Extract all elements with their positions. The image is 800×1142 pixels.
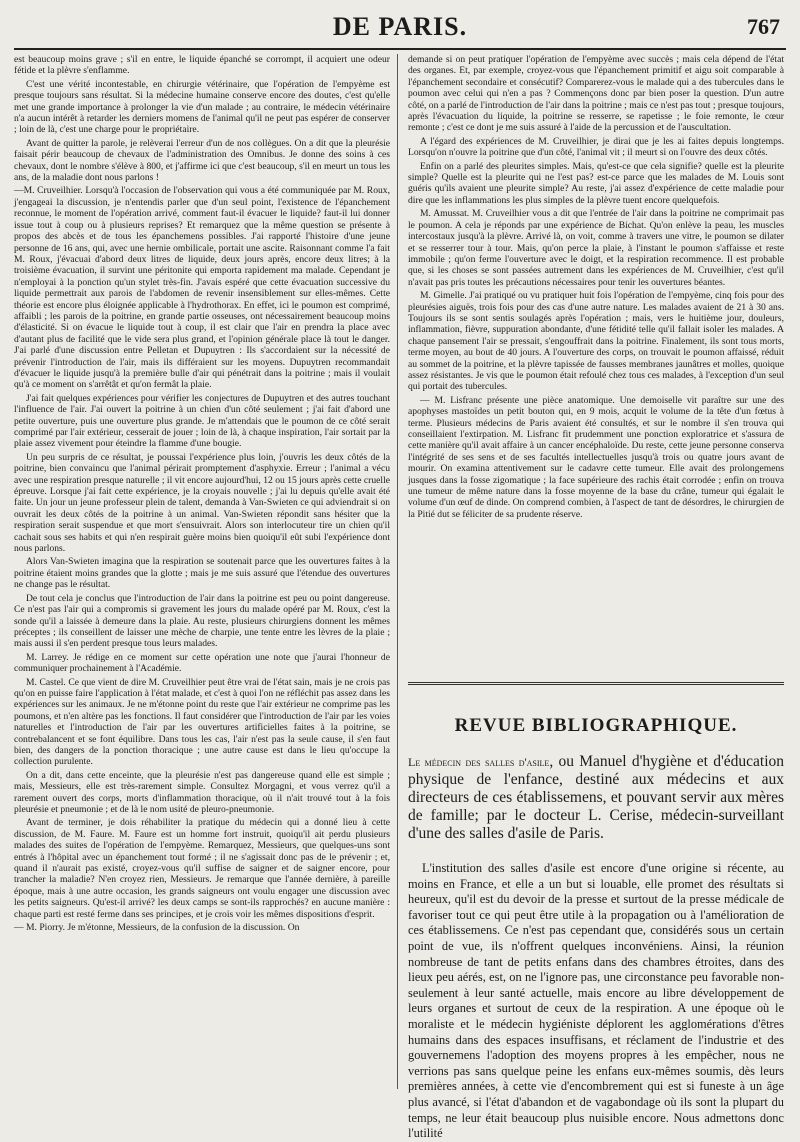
- article-paragraph: Avant de quitter la parole, je relèverai l'erreur d'un de nos collègues. On a dit que la pleurésie faisait périr beaucoup de chevaux de l'administration des Omnibus. Je donne des soins à ces chevaux, dont le nombre s'élève à 800, et j'affirme ici que c'est beaucoup, s'il en meurt un tous les ans, de la maladie dont nous parlons !: [14, 137, 390, 184]
- review-body: [408, 861, 784, 1142]
- book-title: [408, 753, 784, 843]
- book-title-smallcaps: Le médecin des salles d'asile: [408, 755, 550, 769]
- article-paragraph: De tout cela je conclus que l'introduction de l'air dans la poitrine est peu ou point dangereuse. Ce n'est pas l'air qui a compromis si gravement les jours du malade opéré par M. Roux, c'est la sonde qu'il a laissée à demeure dans la plaie. Au reste, plusieurs chirurgiens donnent les mêmes préceptes ; ils conseillent de laisser une mèche de charpie, une tente entre les lèvres de la plaie ; mais aussi il s'en perdent presque tous leurs malades.: [14, 592, 390, 650]
- article-paragraph: Un peu surpris de ce résultat, je poussai l'expérience plus loin, j'ouvris les deux côtés de la poitrine, bien convaincu que l'animal périrait promptement d'asphyxie. Erreur ; l'animal a vécu avec une respiration presque naturelle ; il vit encore aujourd'hui, 12 ou 15 jours après cette cruelle épreuve. Lorsque j'ai fait cette expérience, je la croyais nouvelle ; j'ai lu depuis qu'elle avait été faite. Un jour un jeune professeur plein de talent, demanda à Van-Swieten ce qui adviendrait si on ouvrait les deux côtés de la poitrine à un animal. Van-Swieten répondit sans hésiter que la respiration serait suspendue et que mort s'ensuivrait. Alors son interlocuteur tire un chien qu'il cachait sous ses habits et qui n'en respirait guère moins bien quoiqu'il eût subi l'expérience dont nous parlons.: [14, 451, 391, 555]
- running-title: DE PARIS.: [332, 12, 468, 41]
- bibliographic-review: [408, 682, 784, 1141]
- article-paragraph: Avant de terminer, je dois réhabiliter la pratique du médecin qui a donné lieu à cette discussion, de M. Faure. M. Faure est un homme fort instruit, quoiqu'il ait perdu plusieurs malades des suites de l'opération de l'empyème. Remarquez, Messieurs, que quelques-uns sont entrés à l'hôpital avec un épanchement tout formé ; il ne s'agissait donc pas de le prévenir ; et, quand il n'aurait pas existé, croyez-vous qu'il suffise de saigner et de saigner encore, pour trancher la maladie? N'en croyez rien, Messieurs. Je remarque que l'année dernière, à pareille époque, mais à une autre occasion, les grands saigneurs ont voulu engager une discussion avec les petits saigneurs. Qu'est-il arrivé? les deux camps se sont-ils rapprochés? en aucune manière : chaque parti est resté ferme dans ses principes, et je crois voir les mêmes dispositions d'esprit.: [14, 817, 390, 920]
- left-column: [14, 54, 390, 1089]
- page-header: [14, 12, 786, 46]
- review-paragraph: L'institution des salles d'asile est encore d'une origine si récente, au moins en France, et elle a un but si louable, elle promet des résultats si heureux, qu'il est du devoir de la presse et surtout de la presse médicale de favoriser tout ce qui peut être utile à la propagation ou à l'amélioration de ces établissemens. Ce n'est pas cependant que, considérés sous un certain point de vue, ils n'offrent quelques inconvéniens. Ainsi, la réunion nombreuse de tant de petits enfans dans des chambres étroites, dans des lieux peu aérés, est, on ne l'ignore pas, une circonstance peu favorable non-seulement à leur santé actuelle, mais encore au libre développement de leurs organes et surtout de ceux de la respiration. A une époque où le moraliste et le médecin hygiéniste déplorent les agglomérations d'êtres humains dans des espaces insuffisans, et réclament de l'industrie et des gouvernemens l'adoption des moyens propres à les empêcher, nous ne verrions pas sans quelque peine les enfans eux-mêmes soumis, dès leurs premières années, à cette vie d'encombrement qui est si funeste à un âge plus avancé, si l'état d'abandon et de vagabondage où ils sont la plupart du temps, ne leur était beaucoup plus nuisible encore. Nous admettons donc l'utilité: [408, 861, 784, 1141]
- article-paragraph: est beaucoup moins grave ; s'il en entre, le liquide épanché se corrompt, il acquiert une odeur fétide et la plèvre s'enflamme.: [14, 54, 390, 77]
- review-heading: REVUE BIBLIOGRAPHIQUE.: [454, 715, 738, 736]
- section-rule: [408, 682, 784, 685]
- page-number: 767: [747, 14, 780, 39]
- article-paragraph: Alors Van-Swieten imagina que la respiration se soutenait parce que les ouvertures faites à la poitrine étaient moins grandes que la glotte ; mais je me suis assuré que l'étendue des ouvertures ne change pas le résultat.: [14, 556, 390, 591]
- article-paragraph: — M. Piorry. Je m'étonne, Messieurs, de la confusion de la discussion. On: [14, 922, 300, 934]
- column-divider: [397, 54, 398, 1089]
- article-paragraph: — M. Lisfranc présente une pièce anatomique. Une demoiselle vit paraître sur une des apophyses mastoïdes un petit bouton qui, en 9 mois, acquit le volume de la tête d'un fœtus à terme. Plusieurs médecins de Paris avaient été consultés, et sur le nombre il s'en trouva qui conseillaient l'extirpation. M. Lisfranc fit prudemment une ponction exploratrice et s'assura de cette manière qu'il avait affaire à un cancer encéphaloïde. Du reste, cette jeune personne conserva l'intégrité de ses sens et de ses facultés intellectuelles jusqu'à trois ou quatre jours avant de mourir. On examina attentivement sur le cadavre cette tumeur. Elle avait des prolongemens jusques dans la fosse zigomatique ; la face supérieure des rachis était corrodée ; enfin on trouva une tumeur de même nature dans la fosse moyenne de la base du crâne, tumeur qui égalait le volume d'un œuf de dinde. On comprend combien, à l'aspect de tant de désordres, le chirurgien de la Pitié dut se féliciter de sa prudente réserve.: [408, 394, 784, 520]
- article-paragraph: M. Castel. Ce que vient de dire M. Cruveilhier peut être vrai de l'état sain, mais je ne crois pas qu'on en puisse faire l'application à l'état malade, et c'est à quoi l'on ne réfléchit pas assez dans les expériences sur les animaux. Je ne m'étonne point du reste que l'air extérieur ne comprime pas les poumons, et n'en altère pas les fonctions. Il faut considérer que l'introduction de l'air par les voies naturelles et l'introduction de l'air par les ouvertures artificielles faites à la poitrine, se contrebalancent et se font équilibre. Dans tous les cas, l'air n'est pas la seule cause, il s'en faut bien, des dangers de la ponction thoracique ; une autre cause est dans le lieu qu'occupe la collection purulente.: [14, 676, 390, 768]
- article-paragraph: demande si on peut pratiquer l'opération de l'empyème avec succès ; mais cela dépend de l'état des organes. Et, par exemple, croyez-vous que l'épanchement primitif et aigu soit comparable à l'épanchement secondaire et consécutif? Comparerez-vous le malade qui a des tubercules dans le poumon avec celui qui n'en a pas ? Commençons donc par bien poser la question. D'un autre côté, on a parlé de l'introduction de l'air dans la poitrine ; mais ce n'est pas tout ; presque toujours, après l'évacuation du liquide, la poitrine se resserre, se rapetisse ; le foie remonte, le cœur remonte ; c'est ce dont je me suis assuré à l'aide de la percussion et de l'auscultation.: [408, 54, 784, 134]
- article-paragraph: —M. Cruveilhier. Lorsqu'à l'occasion de l'observation qui vous a été communiquée par M. Roux, j'engageai la discussion, je n'entendis parler que d'un seul point, l'existence de l'épanchement reconnue, le moment de l'opération arrivé, comment faut-il évacuer le liquide? faut-il lui donner issue tout à coup ou à plusieurs reprises? Et remarquez que la même question se présente à propos des abcès et de tous les épanchemens possibles. J'ai rapporté l'histoire d'une jeune personne de 16 ans, qui, avec une hernie ombilicale, portait une ascite. Raisonnant comme l'a fait M. Roux, j'évacuai d'abord deux litres de liquide, deux jours après, encore deux litres; à la troisième évacuation, il survint une péritonite qui emporta rapidement ma malade. Cependant je n'employai à la ponction qu'un stylet très-fin. J'avais espéré que cette évacuation successive du liquide permettrait aux parois de l'abdomen de revenir insensiblement sur elles-mêmes. Cette théorie est encore plus éloignée applicable à l'hydrothorax. En effet, ici le poumon est comprimé, affaibli ; les parois de la poitrine, en grande partie osseuses, ont nécessairement beaucoup moins d'élasticité. Si on évacue le liquide tout à coup, il est clair que l'air en prendra la place avec d'autant plus de facilité que le vide sera plus grand, et l'opinion générale place là tout le danger. J'ai parlé d'une discussion entre Pelletan et Dupuytren : Ils s'accordaient sur la nécessité de prévenir l'introduction de l'air, mais ils différaient sur les moyens. Dupuytren recommandait d'évacuer le liquide jusqu'à la première bulle d'air qui pénétrait dans la poitrine ; mais il voulait qu'à ce moment on s'arrêtât et qu'on fermât la plaie.: [14, 185, 390, 391]
- article-paragraph: On a dit, dans cette enceinte, que la pleurésie n'est pas dangereuse quand elle est simple ; mais, Messieurs, elle est très-rarement simple. Consultez Morgagni, et vous verrez qu'il a rarement ouvert des corps, morts d'inflammation thoracique, où il n'ait trouvé tout à la fois pleurésie et pneumonie ; et de là le nom usité de pleuro-pneumonie.: [14, 769, 390, 815]
- article-paragraph: C'est une vérité incontestable, en chirurgie vétérinaire, que l'opération de l'empyème est presque toujours sans résultat. Si la médecine humaine conserve encore des doutes, c'est qu'elle met une grande importance à prolonger la vie d'un malade ; au contraire, le médecin vétérinaire n'a aucun intérêt à retarder les derniers momens de l'animal qu'il ne peut pas espérer de conserver ; loin de là, c'est une charge pour le propriétaire.: [14, 78, 390, 136]
- article-paragraph: J'ai fait quelques expériences pour vérifier les conjectures de Dupuytren et des autres touchant l'influence de l'air. J'ai ouvert la poitrine à un chien d'un côté seulement ; j'ai fait d'abord une petite ouverture, puis une ouverture plus grande. Je m'attendais que le poumon de ce côté serait comprimé par l'air extérieur, cesserait de jouer ; loin de là, à chaque inspiration, l'air sortait par la plaie assez vivement pour éteindre la flamme d'une bougie.: [14, 392, 390, 450]
- article-paragraph: Enfin on a parlé des pleurites simples. Mais, qu'est-ce que cela signifie? quelle est la pleurite simple? Quelle est la pleurite qui ne l'est pas? est-ce parce que les malades de M. Louis sont guéris qu'ils avaient une pleurite simple? Au reste, j'ai assez d'expérience de cette maladie pour dire que les inflammations les plus simples de la plèvre tuent encore quelquefois.: [408, 160, 784, 206]
- article-paragraph: M. Larrey. Je rédige en ce moment sur cette opération une note que j'aurai l'honneur de communiquer prochainement à l'Académie.: [14, 651, 390, 675]
- article-paragraph: A l'égard des expériences de M. Cruveilhier, je dirai que je les ai faites depuis longtemps. Lorsqu'on n'ouvre la poitrine que d'un côté, l'animal vit ; il meurt si on l'ouvre des deux côtés.: [408, 135, 784, 159]
- article-paragraph: M. Gimelle. J'ai pratiqué ou vu pratiquer huit fois l'opération de l'empyème, cinq fois pour des pleurésies aiguës, trois fois pour des cas d'une autre nature. Les malades avaient de 21 à 30 ans. Toujours ils se sont sentis soulagés après l'opération ; mais, vers le huitième jour, douleurs, inflammation, fièvre, suppuration abondante, d'une fétidité telle qu'il fallait isoler les malades. A chaque pansement l'air se pressait, s'engouffrait dans la poitrine. Finalement, ils sont tous morts, terme moyen, au bout de 40 jours. A l'ouverture des corps, on trouvait le poumon affaissé, réduit au sommet de la poitrine, et la plèvre tapissée de fausses membranes jaunâtres et molles, quoique assez résistantes. Je vis que le poumon était refoulé chez tous ces malades, à l'exception d'un seul qui portait des tubercules.: [408, 290, 784, 393]
- header-rule: [14, 48, 786, 50]
- article-paragraph: M. Amussat. M. Cruveilhier vous a dit que l'entrée de l'air dans la poitrine ne comprimait pas le poumon. A cela je réponds par une expérience de Bichat. Qu'on enlève la peau, les muscles intercostaux jusqu'à la plèvre. Arrivé là, on voit, comme à travers une vitre, le poumon se dilater et se resserrer tour à tour. Mais, qu'on perce la plaie, à l'instant le poumon s'affaisse et reste immobile ; qu'on ferme l'ouverture avec le doigt, et la respiration recommence. Il est probable que, si les choses se sont passées autrement dans les expériences de M. Cruveilhier, c'est qu'il n'avait pas pris toutes les précautions nécessaires pour tenir les ouvertures béantes.: [408, 208, 784, 288]
- book-title-rest: , ou Manuel d'hygiène et d'éducation physique de l'enfance, destiné aux médecins et aux directeurs de ces établissemens, et pouvant servir aux mères de famille; par le docteur L. Cerise, médecin-surveillant d'une des salles d'asile de Paris.: [408, 753, 784, 842]
